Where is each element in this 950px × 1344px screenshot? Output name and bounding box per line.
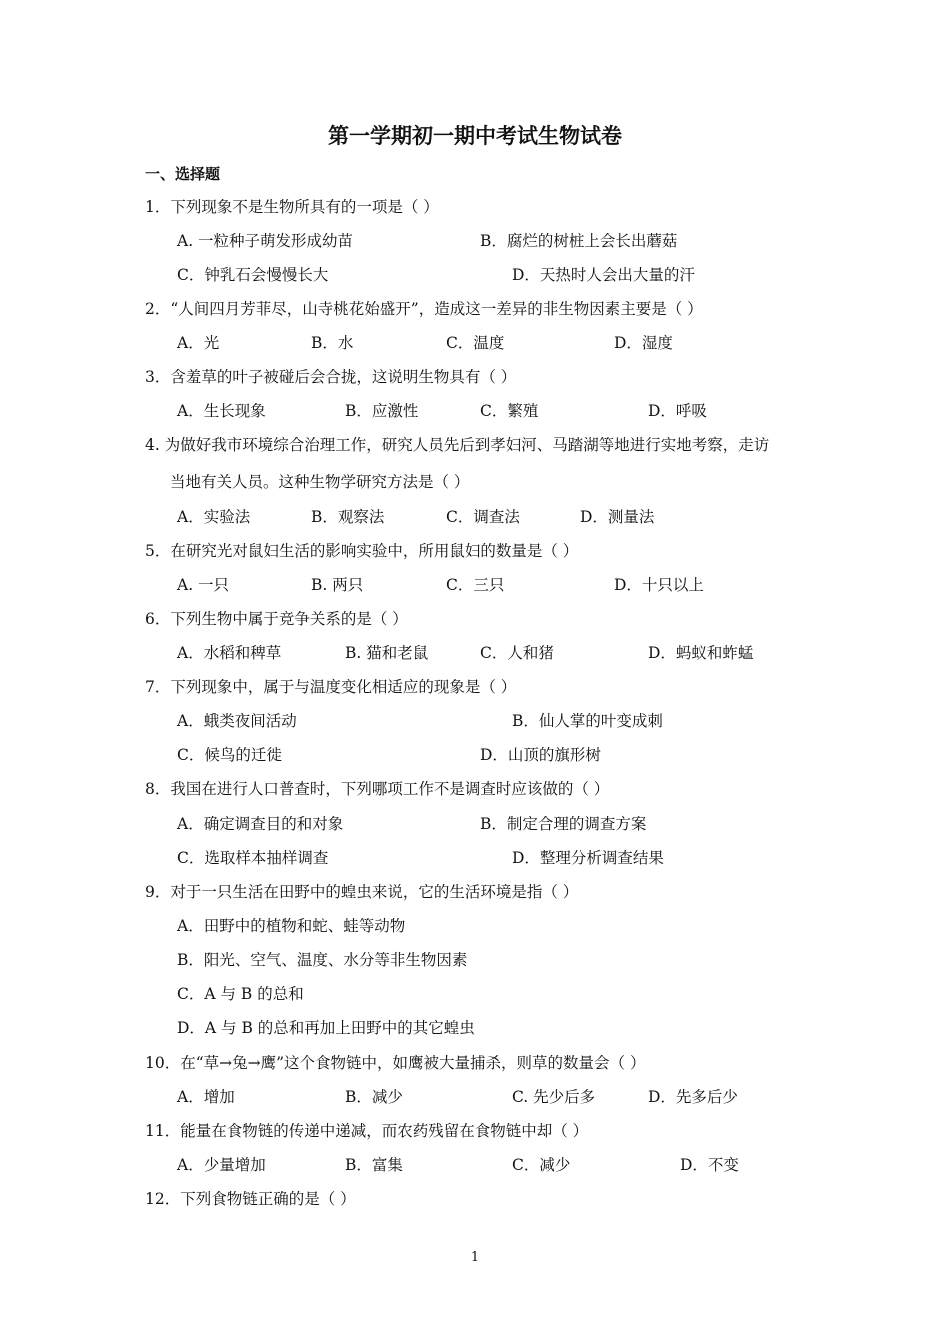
option-c: C．人和猪 — [480, 644, 554, 662]
option-b: B．阳光、空气、温度、水分等非生物因素 — [177, 951, 468, 969]
question-stem: 11．能量在食物链的传递中递减，而农药残留在食物链中却（ ） — [145, 1122, 589, 1140]
option-b: B．应激性 — [345, 402, 419, 420]
option-d: D．山顶的旗形树 — [480, 746, 601, 764]
option-c: C．调查法 — [446, 508, 520, 526]
option-b: B. 两只 — [311, 576, 364, 594]
option-d: D．不变 — [680, 1156, 739, 1174]
option-b: B. 猫和老鼠 — [345, 644, 429, 662]
question-stem: 5．在研究光对鼠妇生活的影响实验中，所用鼠妇的数量是（ ） — [145, 542, 579, 560]
option-a: A．光 — [177, 334, 220, 352]
option-d: D．蚂蚁和蚱蜢 — [648, 644, 754, 662]
question-stem: 9．对于一只生活在田野中的蝗虫来说，它的生活环境是指（ ） — [145, 883, 579, 901]
option-a: A．生长现象 — [177, 402, 266, 420]
option-d: D．十只以上 — [614, 576, 704, 594]
option-b: B．制定合理的调查方案 — [480, 815, 647, 833]
option-a: A．少量增加 — [177, 1156, 266, 1174]
option-c: C．温度 — [446, 334, 505, 352]
option-c: C．选取样本抽样调查 — [177, 849, 329, 867]
question-stem-continued: 当地有关人员。这种生物学研究方法是（ ） — [170, 473, 470, 491]
option-b: B．腐烂的树桩上会长出蘑菇 — [480, 232, 678, 250]
question-stem: 4. 为做好我市环境综合治理工作，研究人员先后到孝妇河、马踏湖等地进行实地考察，走访 — [145, 436, 770, 454]
option-a: A. 一粒种子萌发形成幼苗 — [177, 232, 354, 250]
option-c: C．繁殖 — [480, 402, 539, 420]
option-a: A. 一只 — [177, 576, 230, 594]
section-heading: 一、选择题 — [145, 165, 221, 183]
question-stem: 12．下列食物链正确的是（ ） — [145, 1190, 356, 1208]
option-b: B．富集 — [345, 1156, 403, 1174]
option-c: C．减少 — [512, 1156, 571, 1174]
question-stem: 1．下列现象不是生物所具有的一项是（ ） — [145, 198, 439, 216]
option-a: A．增加 — [177, 1088, 235, 1106]
option-b: B．仙人掌的叶变成刺 — [512, 712, 663, 730]
option-c: C．候鸟的迁徙 — [177, 746, 282, 764]
option-d: D．湿度 — [614, 334, 673, 352]
option-d: D．测量法 — [580, 508, 655, 526]
option-b: B．观察法 — [311, 508, 385, 526]
option-d: D．A 与 B 的总和再加上田野中的其它蝗虫 — [177, 1019, 475, 1037]
question-stem: 2．“人间四月芳菲尽，山寺桃花始盛开”，造成这一差异的非生物因素主要是（ ） — [145, 300, 703, 318]
question-stem: 10．在“草→兔→鹰”这个食物链中，如鹰被大量捕杀，则草的数量会（ ） — [145, 1054, 646, 1072]
page-number: 1 — [470, 1250, 480, 1265]
option-c: C．三只 — [446, 576, 505, 594]
option-c: C. 先少后多 — [512, 1088, 596, 1106]
option-d: D．整理分析调查结果 — [512, 849, 664, 867]
question-stem: 7．下列现象中，属于与温度变化相适应的现象是（ ） — [145, 678, 517, 696]
option-a: A．实验法 — [177, 508, 251, 526]
page-title: 第一学期初一期中考试生物试卷 — [328, 124, 622, 148]
option-b: B．减少 — [345, 1088, 403, 1106]
question-stem: 6．下列生物中属于竞争关系的是（ ） — [145, 610, 408, 628]
option-a: A．水稻和稗草 — [177, 644, 282, 662]
question-stem: 3．含羞草的叶子被碰后会合拢，这说明生物具有（ ） — [145, 368, 517, 386]
option-c: C．钟乳石会慢慢长大 — [177, 266, 329, 284]
option-b: B．水 — [311, 334, 354, 352]
option-a: A．田野中的植物和蛇、蛙等动物 — [177, 917, 406, 935]
option-c: C．A 与 B 的总和 — [177, 985, 304, 1003]
option-d: D．天热时人会出大量的汗 — [512, 266, 695, 284]
option-a: A．确定调查目的和对象 — [177, 815, 344, 833]
option-a: A．蛾类夜间活动 — [177, 712, 297, 730]
option-d: D．呼吸 — [648, 402, 707, 420]
option-d: D．先多后少 — [648, 1088, 738, 1106]
question-stem: 8．我国在进行人口普查时，下列哪项工作不是调查时应该做的（ ） — [145, 780, 610, 798]
